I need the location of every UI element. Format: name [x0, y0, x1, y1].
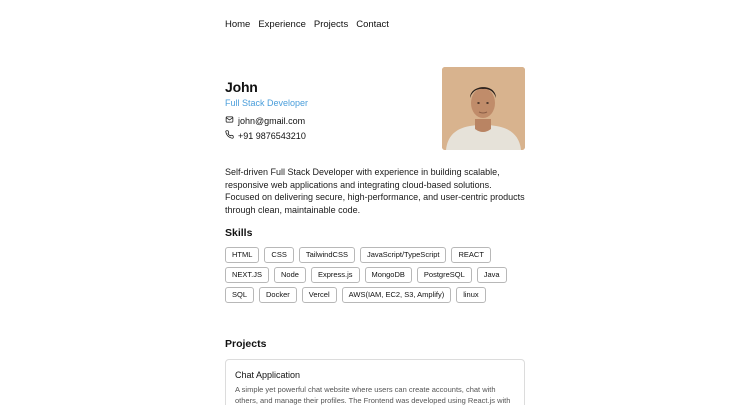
skill-chip: linux [456, 287, 485, 303]
project-title: Chat Application [235, 370, 301, 380]
profile-role: Full Stack Developer [225, 98, 309, 108]
nav-projects-link[interactable]: Projects [313, 19, 349, 30]
projects-heading: Projects [225, 338, 267, 350]
skill-chip: Java [477, 267, 507, 283]
project-description: A simple yet powerful chat website where users can create accounts, chat with others, and manage their profiles. The Frontend was developed using React.js with [235, 385, 511, 405]
skills-list [225, 247, 525, 303]
project-card[interactable] [225, 359, 525, 405]
skill-chip: Vercel [302, 287, 337, 303]
nav-home-link[interactable]: Home [225, 19, 251, 30]
skill-chip: JavaScript/TypeScript [360, 247, 447, 263]
skill-chip: NEXT.JS [225, 267, 269, 283]
skill-chip: AWS(IAM, EC2, S3, Amplify) [342, 287, 452, 303]
skill-chip: SQL [225, 287, 254, 303]
phone-text: +91 9876543210 [238, 130, 306, 141]
skill-chip: HTML [225, 247, 259, 263]
bio-paragraph: Self-driven Full Stack Developer with experience in building scalable, responsive web applications and integrating cloud-based solutions. Focused on delivering secure, high-performance, and user-centric products through clean, maintainable code. [225, 167, 525, 215]
skill-chip: Node [274, 267, 306, 283]
mail-icon [225, 115, 234, 126]
skill-chip: Docker [259, 287, 297, 303]
skill-chip: CSS [264, 247, 293, 263]
phone-icon [225, 130, 234, 141]
skill-chip: REACT [451, 247, 490, 263]
skill-chip: PostgreSQL [417, 267, 472, 283]
profile-name: John [225, 79, 258, 95]
skills-heading: Skills [225, 227, 253, 239]
top-nav [225, 19, 389, 30]
profile-photo [442, 67, 525, 150]
skill-chip: Express.js [311, 267, 360, 283]
email-text: john@gmail.com [238, 115, 306, 126]
skill-chip: TailwindCSS [299, 247, 355, 263]
nav-experience-link[interactable]: Experience [258, 19, 306, 30]
skill-chip: MongoDB [365, 267, 412, 283]
nav-contact-link[interactable]: Contact [356, 19, 389, 30]
